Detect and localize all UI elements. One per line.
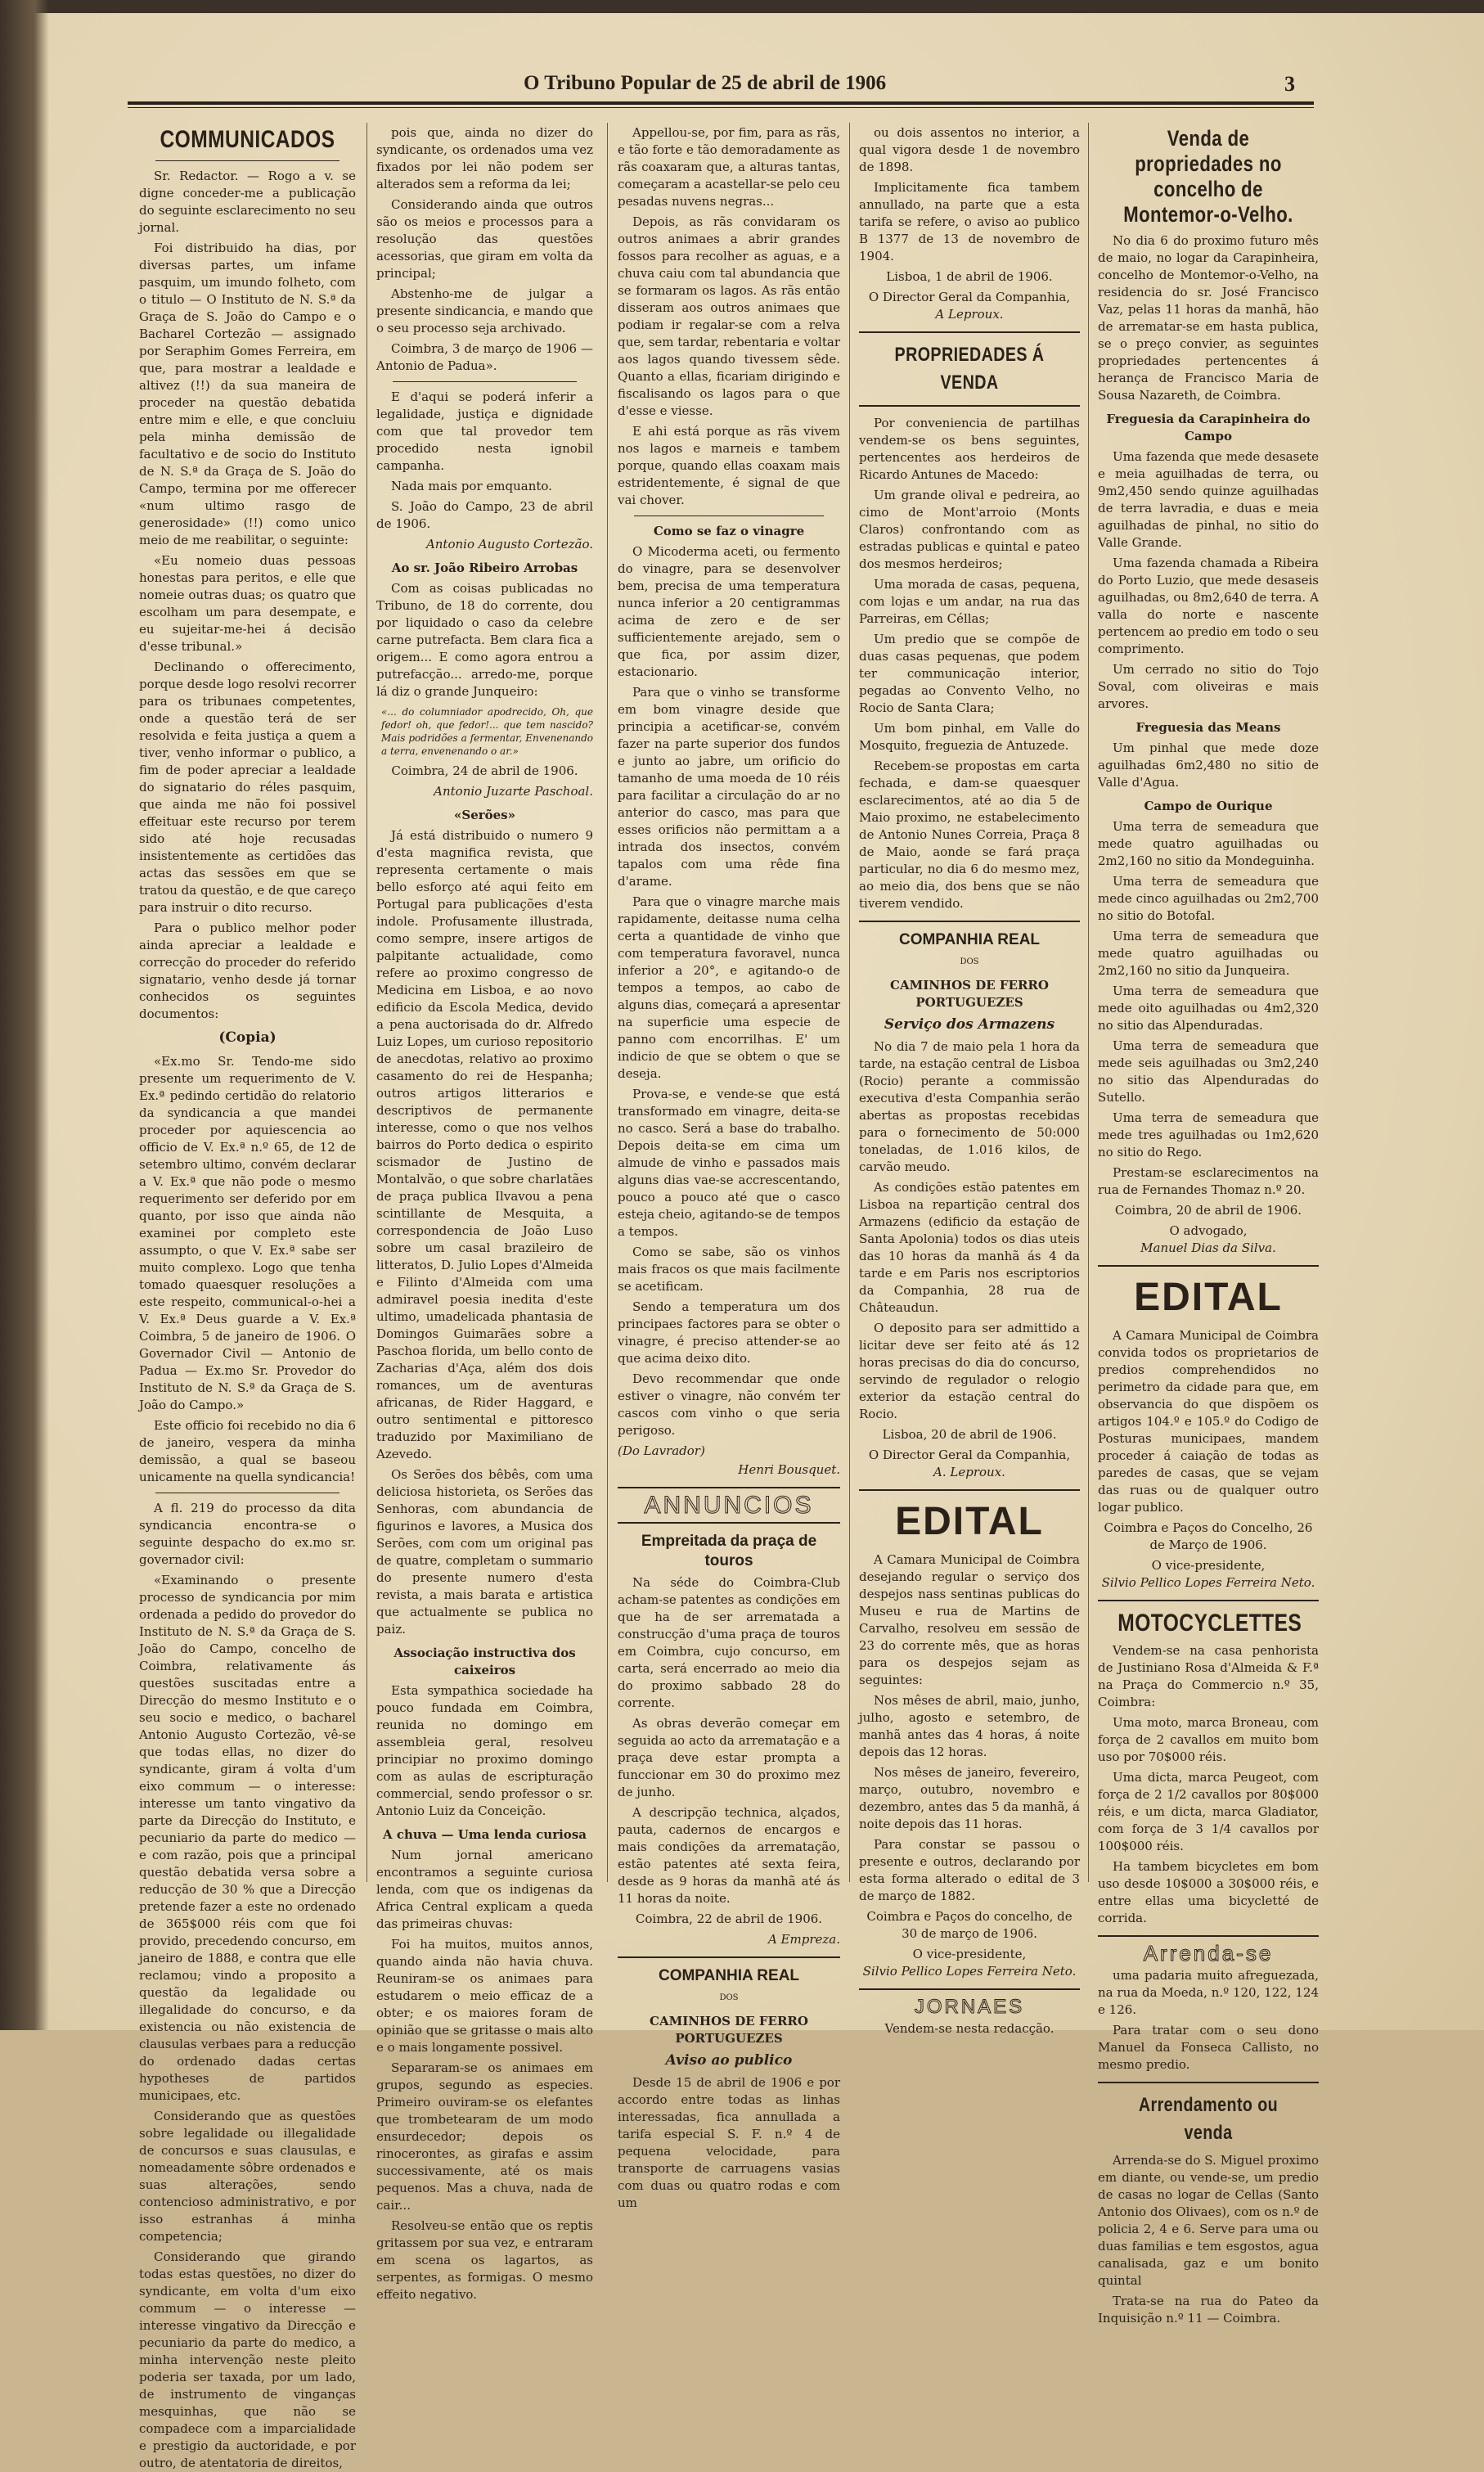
signature: A Leproux. bbox=[935, 307, 1004, 322]
companhia-subheading: CAMINHOS DE FERRO PORTUGUEZES bbox=[890, 978, 1049, 1010]
signature: Silvio Pellico Lopes Ferreira Neto. bbox=[862, 1964, 1077, 1979]
dateline: Coimbra e Paços do Concelho, 26 de Março de 1906. bbox=[1104, 1520, 1313, 1552]
section-rule bbox=[618, 1487, 840, 1488]
signature: Manuel Dias da Silva. bbox=[1140, 1241, 1276, 1255]
ad-paragraph: Uma terra de semeadura que mede tres aguilhadas ou 1m2,620 no sitio do Rego. bbox=[1098, 1110, 1319, 1159]
communicados-heading: COMMUNICADOS bbox=[160, 126, 335, 153]
ad-paragraph: Uma fazenda chamada a Ribeira do Porto Luzio, que mede desaseis aguilhadas, ou 8m2,640 de terra. A valla do norte e nascente pertencem ao predio em todo o seu comprimento. bbox=[1098, 556, 1319, 656]
article-paragraph: Como se sabe, são os vinhos mais fracos os que mais facilmente se acetificam. bbox=[618, 1245, 840, 1294]
ad-paragraph: Uma terra de semeadura que mede oito aguilhadas ou 4m2,320 no sitio das Alpenduradas. bbox=[1098, 984, 1319, 1033]
arrobas-heading: Ao sr. João Ribeiro Arrobas bbox=[391, 561, 578, 575]
dateline: Lisboa, 1 de abril de 1906. bbox=[886, 269, 1053, 284]
empreitada-heading: Empreitada da praça de touros bbox=[641, 1533, 817, 1569]
ad-paragraph: Uma moto, marca Broneau, com força de 2 cavallos em muito bom uso por 70$000 réis. bbox=[1098, 1715, 1319, 1764]
dateline: Coimbra e Paços do concelho, de 30 de março de 1906. bbox=[866, 1909, 1073, 1941]
binding-edge bbox=[0, 0, 49, 2030]
ornament-rule bbox=[155, 160, 340, 161]
header-rule-thin bbox=[128, 107, 1314, 108]
seroes-heading: «Serões» bbox=[453, 808, 516, 822]
signature: Antonio Juzarte Paschoal. bbox=[434, 784, 593, 799]
article-paragraph: Appellou-se, por fim, para as rãs, e tão forte e tão demoradamente as rãs coaxaram que, a alturas tantas, começaram a acastellar-se pelo ceu pesadas nuvens negras... bbox=[618, 125, 840, 209]
freguesia-heading: Freguesia das Means bbox=[1135, 720, 1281, 735]
column-divider bbox=[607, 123, 608, 1882]
article-paragraph: E ahi está porque as rãs vivem nos lagos e marneis e tambem porque, quando ellas coaxam mais estridentemente, é signal de que vai chover. bbox=[618, 424, 840, 507]
section-rule bbox=[859, 405, 1080, 407]
signature: Silvio Pellico Lopes Ferreira Neto. bbox=[1101, 1575, 1315, 1590]
ad-paragraph: Prestam-se esclarecimentos na rua de Fernandes Thomaz n.º 20. bbox=[1098, 1165, 1319, 1197]
jornaes-heading: JORNAES bbox=[914, 1996, 1025, 2018]
page-number: 3 bbox=[1284, 72, 1295, 96]
ad-paragraph: A Camara Municipal de Coimbra desejando regular o serviço dos despejos nass sentinas publicas do Museu e rua de Martins de Carvalho, resolveu em sessão de 23 do corrente mês, que as horas para os despejos sejam as seguintes: bbox=[859, 1552, 1080, 1687]
article-paragraph: «Examinando o presente processo de syndicancia por mim ordenada a pedido do provedor do Instituto de N. S.ª da Graça de S. João do Campo, concelho de Coimbra, relativamente ás questões suscitadas entre a Direcção do mesmo Instituto e o seu socio e medico, o bacharel Antonio Augusto Cortezão, vê-se que todas ellas, no dizer do syndicante, giram á volta d'um eixo commum — o interesse: interesse um tanto vingativo da parte da Direcção do Instituto, e pecuniario da parte do medico — e com razão, pois que a principal questão debatida versa sobre a reducção de 30 % que a Direcção pretende fazer a este no ordenado de 365$000 réis com que foi provido, precedendo concurso, em janeiro de 1888, e contra que elle reclamou; vindo a proposito a questão da legalidade ou illegalidade do concurso, e da existencia ou não existencia de clausulas verbaes para a reducção do ordenado dadas certas hypotheses de partidos municipaes, etc. bbox=[139, 1573, 356, 2103]
ad-paragraph: Nos mêses de abril, maio, junho, julho, agosto e setembro, de manhã antes das 4 horas, á noite depois das 12 horas. bbox=[859, 1693, 1080, 1759]
ad-paragraph: Uma terra de semeadura que mede cinco aguilhadas ou 2m2,700 no sitio do Botofal. bbox=[1098, 874, 1319, 923]
ad-paragraph: Para tratar com o seu dono Manuel da Fonseca Callisto, no mesmo predio. bbox=[1098, 2023, 1319, 2072]
companhia-dos: DOS bbox=[960, 957, 979, 966]
ad-paragraph: Por conveniencia de partilhas vendem-se os bens seguintes, pertencentes aos herdeiros de Ricardo Antunes de Macedo: bbox=[859, 416, 1080, 482]
chuva-heading: A chuva — Uma lenda curiosa bbox=[383, 1827, 587, 1842]
article-paragraph: Sendo a temperatura um dos principaes factores para se obter o vinagre, é preciso attender-se ao que acima deixo dito. bbox=[618, 1299, 840, 1366]
section-rule bbox=[859, 1988, 1080, 1990]
edital-heading: EDITAL bbox=[895, 1500, 1044, 1543]
article-paragraph: Separaram-se os animaes em grupos, segundo as especies. Primeiro ouviram-se os elefantes que trombetearam de um modo ensurdecedor; depois os rinocerontes, as girafas e assim successivamente, até os mais pequenos. Mas a chuva, nada de cair... bbox=[376, 2060, 593, 2213]
column-3 bbox=[618, 124, 840, 2210]
ad-paragraph: Ha tambem bicycletes em bom uso desde 10$000 a 30$000 réis, e entre ellas uma bicycletté de corrida. bbox=[1098, 1859, 1319, 1925]
ad-paragraph: O deposito para ser admittido a licitar deve ser feito até ás 12 horas precisas do dia do concurso, servindo de regulador o relogio exterior da estação central do Rocio. bbox=[859, 1321, 1080, 1421]
article-paragraph: Depois, as rãs convidaram os outros animaes a abrir grandes fossos para recolher as aguas, e a chuva caiu com tal abundancia que se formaram os lagos. As rãs então disseram aos outros animaes que podiam ir regalar-se com a relva que, sem tardar, rebentaria e voltar aos lagos quando tivessem sêde. Quanto a ellas, ficariam dirigindo e fiscalisando os lagos para o que d'esse e viesse. bbox=[618, 214, 840, 418]
article-paragraph: Para que o vinho se transforme em bom vinagre deside que principia a acetificar-se, convém fazer na parte superior dos fundos e junto ao jabre, um orificio do tamanho de uma moeda de 10 réis para facilitar a circulação do ar no anterior do casco, mas para que esses orificios não permittam a a intrada dos insectos, convém tapalos com uma rêde fina d'arame. bbox=[618, 685, 840, 889]
dateline: Coimbra, 22 de abril de 1906. bbox=[635, 1911, 823, 1926]
ad-paragraph: Um bom pinhal, em Valle do Mosquito, freguezia de Antuzede. bbox=[859, 721, 1080, 753]
ad-paragraph: Um pinhal que mede doze aguilhadas 6m2,480 no sitio de Valle d'Agua. bbox=[1098, 741, 1319, 790]
source-credit: (Do Lavrador) bbox=[618, 1443, 705, 1458]
annuncios-heading: ANNUNCIOS bbox=[644, 1492, 814, 1519]
companhia-heading: COMPANHIA REAL bbox=[658, 1967, 800, 1984]
ad-paragraph: ou dois assentos no interior, a qual vigora desde 1 de novembro de 1898. bbox=[859, 125, 1080, 174]
section-rule bbox=[1098, 1265, 1319, 1267]
poem-quote: «... do columniador apodrecido, Oh, que fedor! oh, que fedor!... que tem nascido? Mais podridões a fermentar, Envenenando a terra, envenenando o ar.» bbox=[381, 706, 593, 757]
column-divider bbox=[1088, 123, 1089, 1882]
article-paragraph: Coimbra, 3 de março de 1906 — Antonio de Padua». bbox=[376, 341, 593, 373]
ad-paragraph: Um grande olival e pedreira, ao cimo de Mont'arroio (Monts Claros) confrontando com as estradas publicas e quintal e pateo dos mesmos herdeiros; bbox=[859, 488, 1080, 571]
article-paragraph: Nada mais por emquanto. bbox=[391, 479, 552, 493]
ad-paragraph: Uma terra de semeadura que mede quatro aguilhadas ou 2m2,160 no sitio da Junqueira. bbox=[1098, 929, 1319, 978]
section-rule bbox=[1098, 2082, 1319, 2083]
section-rule bbox=[1098, 1935, 1319, 1937]
ad-paragraph: Trata-se na rua do Pateo da Inquisição n.º 11 — Coimbra. bbox=[1098, 2294, 1319, 2326]
ad-paragraph: A descripção technica, alçados, pauta, cadernos de encargos e mais condições da arrematação, estão patentes até sexta feira, desde as 9 horas da manhã até ás 11 horas da noite. bbox=[618, 1805, 840, 1906]
dateline: Lisboa, 20 de abril de 1906. bbox=[882, 1427, 1057, 1442]
ad-paragraph: Implicitamente fica tambem annullado, na parte que a esta tarifa se refere, o aviso ao publico B 1377 de 13 de novembro de 1904. bbox=[859, 180, 1080, 263]
column-1 bbox=[139, 124, 356, 2470]
divider bbox=[393, 381, 577, 382]
article-paragraph: «Eu nomeio duas pessoas honestas para peritos, e elle que nomeie outras duas; os quatro que escolham um para desempate, e eu sujeitar-me-hei á decisão d'esse tribunal.» bbox=[139, 553, 356, 654]
ad-paragraph: As obras deverão começar em seguida ao acto da arrematação e a praça deve estar prompta a funccionar em 30 do proximo mez de junho. bbox=[618, 1716, 840, 1799]
article-paragraph: Considerando que girando todas estas questões, no dizer do syndicante, em volta d'um eixo commum — o interesse — interesse vingativo da Direcção e pecuniario da parte do medico, a minha intervenção neste pleito poderia ser taxada, por um lado, de instrumento de vinganças mesquinhas, que não se compadece com a imparcialidade e prestigio da auctoridade, e por outro, de atentatoria de direitos, bbox=[139, 2249, 356, 2470]
article-paragraph: Declinando o offerecimento, porque desde logo resolvi recorrer para os tribunaes competentes, onde a questão terá de ser resolvida e feita justiça a quem a tiver, venho informar o publico, a fim de poder apreciar a lealdade do signatario do réles pasquim, que ainda me não foi possivel effeituar este recurso por terem sido até hoje recusadas insistentemente as certidões das actas das sessões em que se tratou da questão, e de que careço para instruir o dito recurso. bbox=[139, 660, 356, 915]
running-header bbox=[131, 72, 1309, 97]
article-paragraph: Sr. Redactor. — Rogo a v. se digne conceder-me a publicação do seguinte esclarecimento no seu jornal. bbox=[139, 169, 356, 235]
vice-line: O vice-presidente, bbox=[912, 1947, 1027, 1961]
section-rule bbox=[859, 921, 1080, 922]
article-paragraph: S. João do Campo, 23 de abril de 1906. bbox=[376, 499, 593, 531]
ad-paragraph: Um predio que se compõe de duas casas pequenas, que podem ter communicação interior, pegadas ao Convento Velho, no Rocio de Santa Clara; bbox=[859, 632, 1080, 715]
ad-paragraph: Uma terra de semeadura que mede quatro aguilhadas ou 2m2,160 no sitio da Mondeguinha. bbox=[1098, 819, 1319, 868]
venda-heading: Venda de propriedades no concelho de Montemor-o-Velho. bbox=[1123, 126, 1293, 227]
ad-paragraph: Para constar se passou o presente e outros, declarando por esta forma alterado o edital de 3 de março de 1882. bbox=[859, 1837, 1080, 1903]
article-paragraph: Foi ha muitos, muitos annos, quando ainda não havia chuva. Reuniram-se os animaes para estudarem o meio efficaz de a obter; e os maiores foram de opinião que se gritasse o mais alto e o mais longamente possivel. bbox=[376, 1937, 593, 2055]
edital-heading: EDITAL bbox=[1134, 1276, 1283, 1319]
article-paragraph: «Ex.mo Sr. Tendo-me sido presente um requerimento de V. Ex.ª pedindo certidão do relatorio da syndicancia a que mandei proceder por aquiescencia ao officio de V. Ex.ª n.º 65, de 12 de setembro ultimo, convém declarar a V. Ex.ª que não pode o mesmo requerimento ser deferido por em quanto, por isso que ainda não examinei por completo este assumpto, o que V. Ex.ª sabe ser muito complexo. Logo que tenha tomado quaesquer resoluções a este respeito, communical-o-hei a V. Ex.ª Deus guarde a V. Ex.ª Coimbra, 5 de janeiro de 1906. O Governador Civil — Antonio de Padua — Ex.mo Sr. Provedor do Instituto de N. S.ª da Graça de S. João do Campo.» bbox=[139, 1054, 356, 1412]
signature: A Empreza. bbox=[767, 1932, 840, 1947]
motocyclettes-heading: MOTOCYCLETTES bbox=[1117, 1610, 1302, 1637]
ad-paragraph: Arrenda-se do S. Miguel proximo em diante, ou vende-se, um predio de casas no logar de Cellas (Santo Antonio dos Olivaes), com os n.º de policia 2, 4 e 6. Serve para uma ou duas familias e tem esgostos, agua canalisada, gaz e um bonito quintal bbox=[1098, 2153, 1319, 2288]
column-divider bbox=[849, 123, 850, 1882]
section-rule bbox=[618, 1956, 840, 1958]
ad-paragraph: Um cerrado no sitio do Tojo Soval, com oliveiras e mais arvores. bbox=[1098, 662, 1319, 711]
column-2 bbox=[376, 124, 593, 2302]
jornaes-text: Vendem-se nesta redacção. bbox=[884, 2021, 1055, 2036]
article-paragraph: Considerando que as questões sobre legalidade ou illegalidade de concursos e suas clausulas, e nomeadamente sôbre ordenados e suas alterações, sendo contencioso administrativo, e por isso estranhas á minha competencia; bbox=[139, 2109, 356, 2244]
companhia-heading: COMPANHIA REAL bbox=[898, 931, 1041, 948]
ad-paragraph: No dia 6 do proximo futuro mês de maio, no logar da Carapinheira, concelho de Montemor-o-Velho, na residencia do sr. José Francisco Vaz, pelas 11 horas da manhã, hão de arrematar-se em hasta publica, se o preço convier, as seguintes propriedades pertencentes á herança de Francisco Maria de Sousa Nazareth, de Coimbra. bbox=[1098, 233, 1319, 403]
companhia-subheading: CAMINHOS DE FERRO PORTUGUEZES bbox=[650, 2014, 808, 2046]
ad-paragraph: Uma fazenda que mede desasete e meia aguilhadas de terra, ou 9m2,450 sendo quinze aguilhadas de terra lavradia, e duas e meia aguilhadas de pinhal, no sitio do Valle Grande. bbox=[1098, 449, 1319, 550]
dateline: Coimbra, 20 de abril de 1906. bbox=[1114, 1203, 1302, 1218]
ad-paragraph: Uma dicta, marca Peugeot, com força de 2 1/2 cavallos por 80$000 réis, e um dicta, marca Gladiator, com força de 3 1/4 cavallos por 100$000 réis. bbox=[1098, 1770, 1319, 1853]
article-paragraph: Prova-se, e vende-se que está transformado em vinagre, deita-se no casco. Será a base do trabalho. Depois deita-se em cima um almude de vinho e passados mais alguns dias vae-se accrescentando, pouco a pouco até que o casco esteja cheio, agitando-se de tempos a tempos. bbox=[618, 1087, 840, 1239]
scan-top-edge bbox=[0, 0, 1484, 13]
dateline: Coimbra, 24 de abril de 1906. bbox=[391, 763, 578, 778]
article-paragraph: Abstenho-me de julgar a presente sindicancia, e mando que o seu processo seja archivado. bbox=[376, 286, 593, 335]
article-paragraph: Com as coisas publicadas no Tribuno, de 18 do corrente, dou por liquidado o caso da celebre carne putrefacta. Bem clara fica a origem... E como agora entrou a putrefacção... arredo-me, porque lá diz o grande Junqueiro: bbox=[376, 581, 593, 699]
article-paragraph: pois que, ainda no dizer do syndicante, os ordenados uma vez fixados por lei não podem ser alterados sem a reforma da lei; bbox=[376, 125, 593, 191]
article-paragraph: Já está distribuido o numero 9 d'esta magnifica revista, que representa certamente o mais bello esforço até aqui feito em Portugal para publicações d'esta indole. Profusamente illustrada, como sempre, insere artigos de palpitante actualidade, como refere ao proximo congresso de Medicina em Lisboa, e ao novo edificio da Escola Medica, devido a pena auctorisada do dr. Alfredo Luiz Lopes, um curioso repositorio de anecdotas, relativo ao proximo casamento do rei de Hespanha; outros artigos litterarios e descriptivos de permanente interesse, como o que nos velhos bairros do Porto dedica o espirito scismador de Justino de Montalvão, o que sobre charlatães de praça publica Ilvavou a pena scintillante de Mesquita, a correspondencia de João Luso sobre um casal brazileiro de litteratos, D. Julio Lopes d'Almeida e Filinto d'Almeida com uma admiravel poesia inedita d'este ultimo, umadelicada phantasia de Domingos Guimarães sobre a Paschoa florida, um bello conto de Zacharias d'Aça, além dos dois romances, um de aventuras africanas, de Rider Haggard, e outro sentimental e pittoresco traduzido por Maximiliano de Azevedo. bbox=[376, 828, 593, 1461]
article-paragraph: O Micoderma aceti, ou fermento do vinagre, para se desenvolver bem, precisa de uma temperatura nunca inferior a 20 centigrammas acima de zero e de ser sufficientemente arejado, sem o que fica, por assim dizer, estacionario. bbox=[618, 544, 840, 679]
caixeiros-heading: Associação instructiva dos caixeiros bbox=[393, 1646, 576, 1677]
arrendamento-heading: Arrendamento ou venda bbox=[1138, 2094, 1279, 2144]
director-line: O Director Geral da Companhia, bbox=[868, 290, 1071, 304]
signature: Henri Bousquet. bbox=[738, 1462, 840, 1477]
ad-paragraph: As condições estão patentes em Lisboa na repartição central dos Armazens (edificio da estação de Santa Apolonia) todos os dias uteis das 10 horas da manhã ás 4 da tarde e em Paris nos escriptorios da Companhia, 28 rua de Châteaudun. bbox=[859, 1180, 1080, 1315]
ad-paragraph: Uma terra de semeadura que mede seis aguilhadas ou 3m2,240 no sitio das Alpenduradas do Sutello. bbox=[1098, 1038, 1319, 1105]
ad-paragraph: Nos mêses de janeiro, fevereiro, março, outubro, novembro e dezembro, antes das 5 da manhã, á noite depois das 11 horas. bbox=[859, 1765, 1080, 1831]
column-4 bbox=[859, 124, 1080, 2036]
column-5 bbox=[1098, 124, 1319, 2326]
section-rule bbox=[859, 331, 1080, 333]
article-paragraph: Considerando ainda que outros são os meios e processos para a resolução das questões acessorias, que giram em volta da principal; bbox=[376, 197, 593, 281]
aviso-heading: Aviso ao publico bbox=[665, 2052, 793, 2069]
ad-paragraph: Desde 15 de abril de 1906 e por accordo entre todas as linhas interessadas, fica annullada a tarifa especial S. F. n.º 4 de pequena velocidade, para transporte de carruagens vasias com duas ou quatro rodas e com um bbox=[618, 2075, 840, 2210]
ad-paragraph: uma padaria muito afreguezada, na rua da Moeda, n.º 120, 122, 124 e 126. bbox=[1098, 1968, 1319, 2017]
article-paragraph: E d'aqui se poderá inferir a legalidade, justiça e dignidade com que tal provedor tem procedido nesta ignobil campanha. bbox=[376, 389, 593, 473]
section-rule bbox=[1098, 1600, 1319, 1601]
ad-paragraph: Recebem-se propostas em carta fechada, e dam-se quaesquer esclarecimentos, até ao dia 5 de Maio proximo, ne estabelecimento de Antonio Nunes Correia, Praça 8 de Maio, aonde se fará praça particular, no dia 6 do mesmo mez, ao meio dia, dos bens que se não tiverem vendido. bbox=[859, 759, 1080, 911]
vice-line: O vice-presidente, bbox=[1151, 1558, 1266, 1573]
ad-paragraph: Uma morada de casas, pequena, com lojas e um andar, na rua das Parreiras, em Céllas; bbox=[859, 577, 1080, 626]
ad-paragraph: Vendem-se na casa penhorista de Justiniano Rosa d'Almeida & F.ª na Praça do Commercio n.º 35, Coimbra: bbox=[1098, 1643, 1319, 1709]
freguesia-heading: Campo de Ourique bbox=[1144, 799, 1273, 813]
article-paragraph: Esta sympathica sociedade ha pouco fundada em Coimbra, reunida no domingo em assembleia geral, resolveu principiar no proximo domingo com as aulas de escripturação commercial, sendo professor o sr. Antonio Luiz da Conceição. bbox=[376, 1683, 593, 1818]
arrenda-heading: Arrenda-se bbox=[1143, 1941, 1274, 1965]
vinagre-heading: Como se faz o vinagre bbox=[653, 524, 805, 538]
article-paragraph: Para o publico melhor poder ainda apreciar a lealdade e correcção do proceder do referido signatario, venho desde já tornar conhecidos os seguintes documentos: bbox=[139, 921, 356, 1021]
article-paragraph: Os Serões dos bêbês, com uma deliciosa historieta, os Serões das Senhoras, com abundancia de figurinos e lavores, a Musica dos Serões, com com um original pas de quatre, completam o summario do presente numero d'esta revista, a mais barata e artistica que actualmente se publica no paiz. bbox=[376, 1467, 593, 1637]
header-title: O Tribuno Popular de 25 de abril de 1906 bbox=[524, 72, 887, 94]
section-rule bbox=[618, 1522, 840, 1524]
freguesia-heading: Freguesia da Carapinheira do Campo bbox=[1106, 412, 1311, 444]
signature: A. Leproux. bbox=[933, 1465, 1005, 1479]
section-rule bbox=[859, 1489, 1080, 1491]
advogado-line: O advogado, bbox=[1169, 1223, 1248, 1238]
ad-paragraph: A Camara Municipal de Coimbra convida todos os proprietarios de predios comprehendidos no perimetro da cidade para que, em observancia do que dispõem os artigos 104.º e 105.º do Codigo de Posturas municipaes, mandem proceder á caiação de todas as paredes de casas, que se vejam das ruas ou de qualquer outro logar publico. bbox=[1098, 1328, 1319, 1515]
article-paragraph: Foi distribuido ha dias, por diversas partes, um infame pasquim, um imundo folheto, com o titulo — O Instituto de N. S.ª da Graça de S. João do Campo e o Bacharel Cortezão — assignado por Seraphim Gomes Ferreira, em que, para mostrar a lealdade e altivez (!!) da sua maneira de proceder na questão debatida entre mim e elle, e que concluiu pela minha demissão de facultativo e de socio do Instituto de N. S.ª da Graça de S. João do Campo, termina por me offerecer «num ultimo rasgo de generosidade» (!!) como unico meio de me reabilitar, o seguinte: bbox=[139, 241, 356, 547]
article-paragraph: Este officio foi recebido no dia 6 de janeiro, vespera da minha demissão, a qual se baseou unicamente na quella syndicancia! bbox=[139, 1418, 356, 1484]
article-paragraph: A fl. 219 do processo da dita syndicancia encontra-se o seguinte despacho do ex.mo sr. governador civil: bbox=[139, 1501, 356, 1567]
ad-paragraph: No dia 7 de maio pela 1 hora da tarde, na estação central de Lisboa (Rocio) perante a commissão executiva d'esta Companhia serão abertas as propostas recebidas para o fornecimento de 50:000 toneladas, de 1.016 kilos, de carvão meudo. bbox=[859, 1039, 1080, 1174]
director-line: O Director Geral da Companhia, bbox=[868, 1448, 1071, 1462]
header-rule-thick bbox=[128, 101, 1314, 105]
copia-label: (Copia) bbox=[218, 1029, 277, 1046]
article-paragraph: Devo recommendar que onde estiver o vinagre, não convém ter cascos com vinho o que seria perigoso. bbox=[618, 1371, 840, 1438]
article-paragraph: Num jornal americano encontramos a seguinte curiosa lenda, com que os indigenas da Africa Central explicam a queda das primeiras chuvas: bbox=[376, 1848, 593, 1931]
armazens-heading: Serviço dos Armazens bbox=[884, 1016, 1055, 1033]
article-paragraph: Para que o vinagre marche mais rapidamente, deitasse numa celha certa a quantidade de vinho que com temperatura favoravel, nunca inferior a 20°, e agitando-o de tempos a tempos, ao cabo de alguns dias, começará a apresentar na superficie uma especie de panno com encorrilhas. E' um indicio de que se obtem o que se deseja. bbox=[618, 894, 840, 1081]
signature: Antonio Augusto Cortezão. bbox=[425, 537, 593, 552]
propriedades-heading: PROPRIEDADES Á VENDA bbox=[894, 344, 1045, 394]
article-paragraph: Resolveu-se então que os reptis gritassem por sua vez, e entraram em scena os lagartos, as serpentes, as formigas. O mesmo effeito negativo. bbox=[376, 2218, 593, 2302]
companhia-dos: DOS bbox=[719, 1993, 739, 2002]
ad-paragraph: Na séde do Coimbra-Club acham-se patentes as condições em que ha de ser arrematada a construcção d'uma praça de touros em Coimbra, cujo concurso, em carta, será encerrado ao meio dia do proximo sabbado 28 do corrente. bbox=[618, 1575, 840, 1710]
